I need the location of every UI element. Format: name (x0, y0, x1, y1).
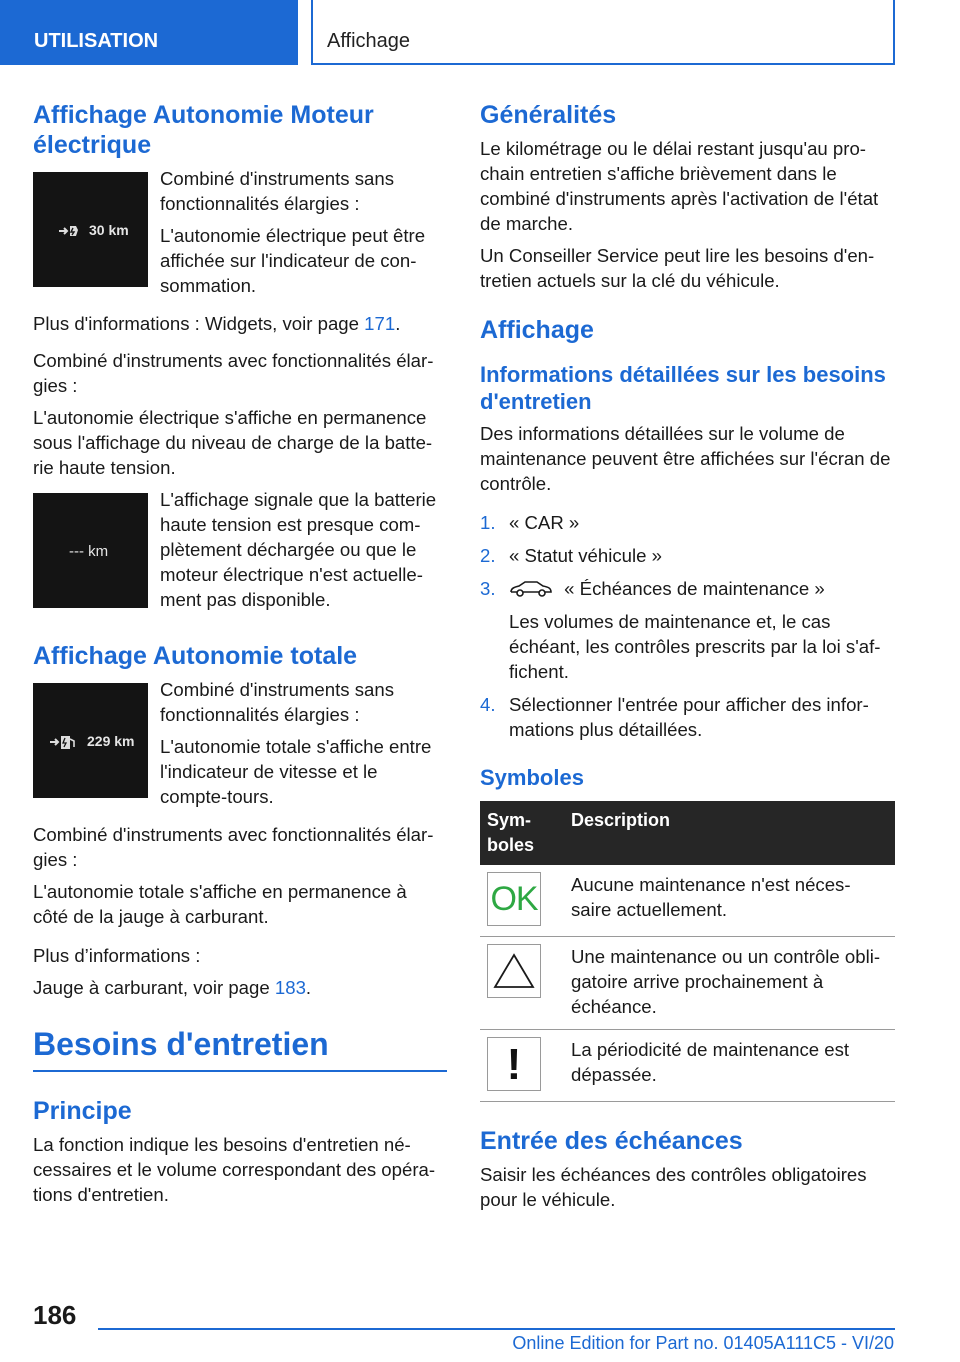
screen-value-no-range: --- km (69, 543, 109, 560)
symbol-description: Une maintenance ou un contrôle obli-gatoire arrive prochainement à échéance. (564, 937, 895, 1030)
fuel-plug-icon (49, 733, 85, 751)
steps-list (480, 510, 895, 742)
text-autonomie-totale-1: L'autonomie totale s'affiche entre l'indicateur de vitesse et le compte-tours. (160, 736, 432, 807)
heading-symboles: Symboles (480, 765, 584, 790)
step-item (480, 510, 895, 535)
footer-divider (98, 1328, 895, 1330)
heading-entree-echeances: Entrée des échéances (480, 1127, 743, 1155)
table-header-description: Description (564, 801, 895, 865)
text-generalites-1: Le kilométrage ou le délai restant jusqu'au pro-chain entretien s'affiche brièvement dans le combiné d'instruments après l'activation de l'état de marche. (480, 138, 879, 234)
text-autonomie-totale-2: L'autonomie totale s'affiche en permanence à côté de la jauge à carburant. (33, 881, 407, 927)
table-header-row (480, 801, 895, 865)
header-page-title: Affichage (311, 0, 895, 65)
heading-affichage: Affichage (480, 316, 594, 344)
step-number: 1. (480, 512, 496, 533)
text-combine-avec-2: Combiné d'instruments avec fonctionnalités élar-gies : (33, 824, 434, 870)
heading-electric-range: Affichage Autonomie Moteur électrique (33, 101, 374, 159)
text-autonomie-electrique-1: L'autonomie électrique peut être affichée sur l'indicateur de con-sommation. (160, 225, 426, 296)
step-text: « Échéances de maintenance » (564, 578, 825, 599)
text-batterie-dechargee: L'affichage signale que la batterie haute tension est presque com-plètement déchargée ou que le moteur électrique n'est actuelle-ment pas disponible. (160, 489, 437, 610)
screen-value-30km: 30 km (89, 222, 129, 238)
step-subtext: Les volumes de maintenance et, le cas échéant, les contrôles prescrits par la loi s'af-fichent. (509, 611, 881, 682)
heading-generalites: Généralités (480, 101, 617, 129)
car-icon (509, 580, 553, 598)
symbol-description: Aucune maintenance n'est néces-saire actuellement. (564, 865, 895, 937)
step-number: 2. (480, 545, 496, 566)
header-section-tab: UTILISATION (0, 0, 298, 65)
cluster-screen-229km (33, 683, 148, 798)
figure-electric-range (33, 166, 447, 305)
screen-value-229km: 229 km (87, 733, 135, 749)
figure-battery-low (33, 487, 447, 619)
symbol-description: La périodicité de maintenance est dépassée. (564, 1030, 895, 1102)
text-combine-avec-1: Combiné d'instruments avec fonctionnalités élar-gies : (33, 350, 434, 396)
text-jauge-ref: Jauge à carburant, voir page 183. (33, 977, 312, 998)
heading-besoins-entretien: Besoins d'entretien (33, 1026, 329, 1062)
step-item (480, 543, 895, 568)
cluster-screen-30km (33, 172, 148, 287)
link-page-171[interactable]: 171 (364, 313, 396, 334)
text-autonomie-electrique-2: L'autonomie électrique s'affiche en permanence sous l'affichage du niveau de charge de la batte-rie haute tension. (33, 407, 433, 478)
exclamation-icon: ! (487, 1037, 541, 1091)
text-informations-detaillees: Des informations détaillées sur le volume de maintenance peuvent être affichées sur l'écran de contrôle. (480, 423, 891, 494)
step-text: « CAR » (509, 512, 580, 533)
text-widgets-ref: Plus d'informations : Widgets, voir page 171. (33, 313, 401, 334)
text-combine-sans-1: Combiné d'instruments sans fonctionnalités élargies : (160, 168, 395, 214)
symbols-table (480, 801, 895, 1102)
step-number: 3. (480, 578, 496, 599)
heading-principe: Principe (33, 1097, 132, 1125)
page-number: 186 (33, 1300, 77, 1330)
heading-informations-detaillees: Informations détaillées sur les besoins d'entretien (480, 362, 886, 414)
step-item (480, 692, 895, 742)
text-plus-informations: Plus d’informations : (33, 945, 201, 966)
heading-total-range: Affichage Autonomie totale (33, 642, 358, 670)
step-text: « Statut véhicule » (509, 545, 662, 566)
cluster-screen-no-range (33, 493, 148, 608)
footer-edition: Online Edition for Part no. 01405A111C5 - VI/20 (512, 1333, 894, 1353)
text-principe: La fonction indique les besoins d'entretien né-cessaires et le volume correspondant des opéra-tions d'entretien. (33, 1134, 436, 1205)
table-row (480, 865, 895, 937)
warning-triangle-icon (487, 944, 541, 998)
heading-besoins-wrap (33, 1024, 447, 1072)
table-header-symboles: Sym-boles (480, 801, 564, 865)
figure-total-range (33, 677, 447, 816)
left-column (33, 100, 447, 1214)
right-column (480, 100, 895, 1219)
step-item (480, 576, 895, 684)
electric-plug-icon (58, 222, 84, 240)
step-text: Sélectionner l'entrée pour afficher des infor-mations plus détaillées. (509, 694, 869, 740)
text-combine-sans-2: Combiné d'instruments sans fonctionnalités élargies : (160, 679, 395, 725)
text-entree-echeances: Saisir les échéances des contrôles obligatoires pour le véhicule. (480, 1164, 867, 1210)
link-page-183[interactable]: 183 (274, 977, 306, 998)
table-row (480, 1030, 895, 1102)
ok-icon: OK (487, 872, 541, 926)
step-number: 4. (480, 694, 496, 715)
text-generalites-2: Un Conseiller Service peut lire les besoins d'en-tretien actuels sur la clé du véhicule. (480, 245, 875, 291)
table-row (480, 937, 895, 1030)
